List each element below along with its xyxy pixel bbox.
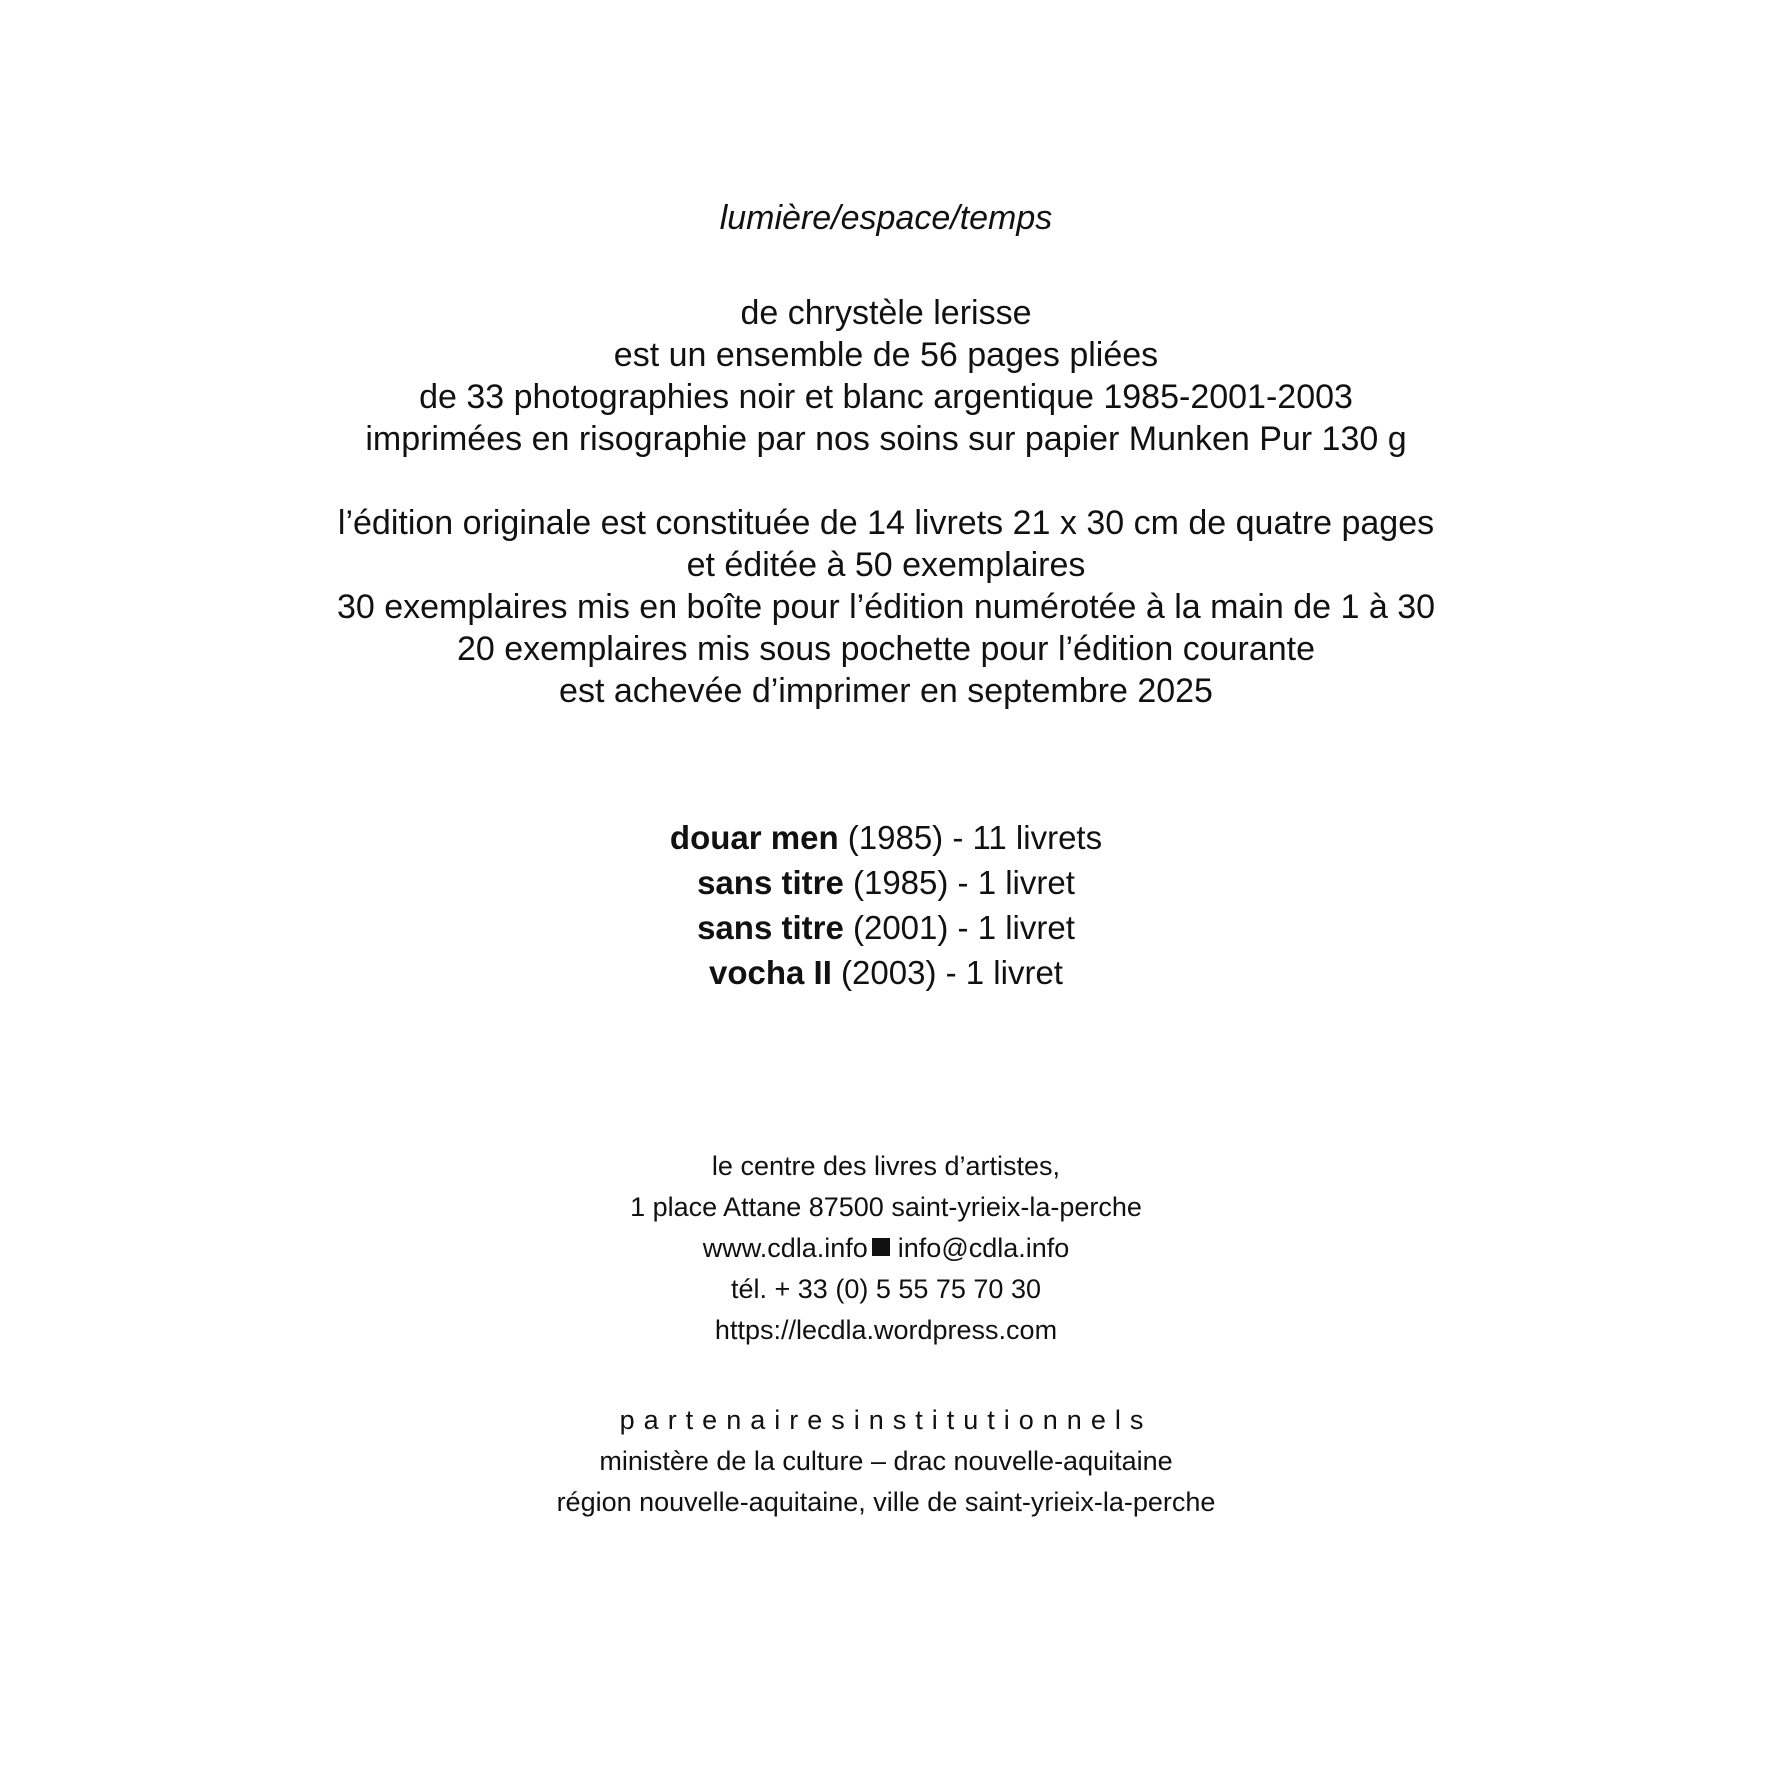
email-link[interactable]: info@cdla.info [897, 1233, 1070, 1263]
blog-link[interactable]: https://lecdla.wordpress.com [714, 1315, 1058, 1345]
work-title: douar men [669, 819, 839, 856]
square-bullet-icon [872, 1238, 890, 1256]
work-detail: (1985) - 1 livret [843, 864, 1075, 901]
publisher-name: le centre des livres d’artistes, [711, 1151, 1061, 1181]
intro-line: est un ensemble de 56 pages pliées [613, 336, 1159, 374]
partners-heading: partenairesinstitutionnels [619, 1405, 1153, 1435]
edition-line: est achevée d’imprimer en septembre 2025 [559, 672, 1213, 710]
edition-line: l’édition originale est constituée de 14 livrets 21 x 30 cm de quatre pages [337, 504, 1435, 542]
website-link[interactable]: www.cdla.info [702, 1233, 868, 1263]
edition-line: et éditée à 50 exemplaires [686, 546, 1086, 584]
work-title: sans titre [697, 864, 844, 901]
work-item [0, 860, 1772, 905]
intro-line: de chrystèle lerisse [740, 294, 1032, 332]
work-detail: (2003) - 1 livret [831, 954, 1063, 991]
work-item [0, 815, 1772, 860]
web-contact-line [0, 1228, 1772, 1269]
work-detail: (2001) - 1 livret [843, 909, 1075, 946]
work-title: sans titre [697, 909, 844, 946]
work-item [0, 905, 1772, 950]
intro-line: de 33 photographies noir et blanc argentique 1985-2001-2003 [419, 378, 1353, 416]
phone-number: tél. + 33 (0) 5 55 75 70 30 [731, 1274, 1041, 1304]
work-detail: (1985) - 11 livrets [838, 819, 1103, 856]
partner-line: région nouvelle-aquitaine, ville de saint-yrieix-la-perche [556, 1487, 1216, 1517]
edition-line: 30 exemplaires mis en boîte pour l’édition numérotée à la main de 1 à 30 [336, 588, 1436, 626]
work-item [0, 950, 1772, 995]
work-title: vocha II [709, 954, 832, 991]
publisher-address: 1 place Attane 87500 saint-yrieix-la-perche [630, 1192, 1142, 1222]
partner-line: ministère de la culture – drac nouvelle-aquitaine [599, 1446, 1173, 1476]
edition-line: 20 exemplaires mis sous pochette pour l’édition courante [456, 630, 1316, 668]
book-title: lumière/espace/temps [719, 199, 1053, 237]
intro-line: imprimées en risographie par nos soins sur papier Munken Pur 130 g [365, 420, 1407, 458]
